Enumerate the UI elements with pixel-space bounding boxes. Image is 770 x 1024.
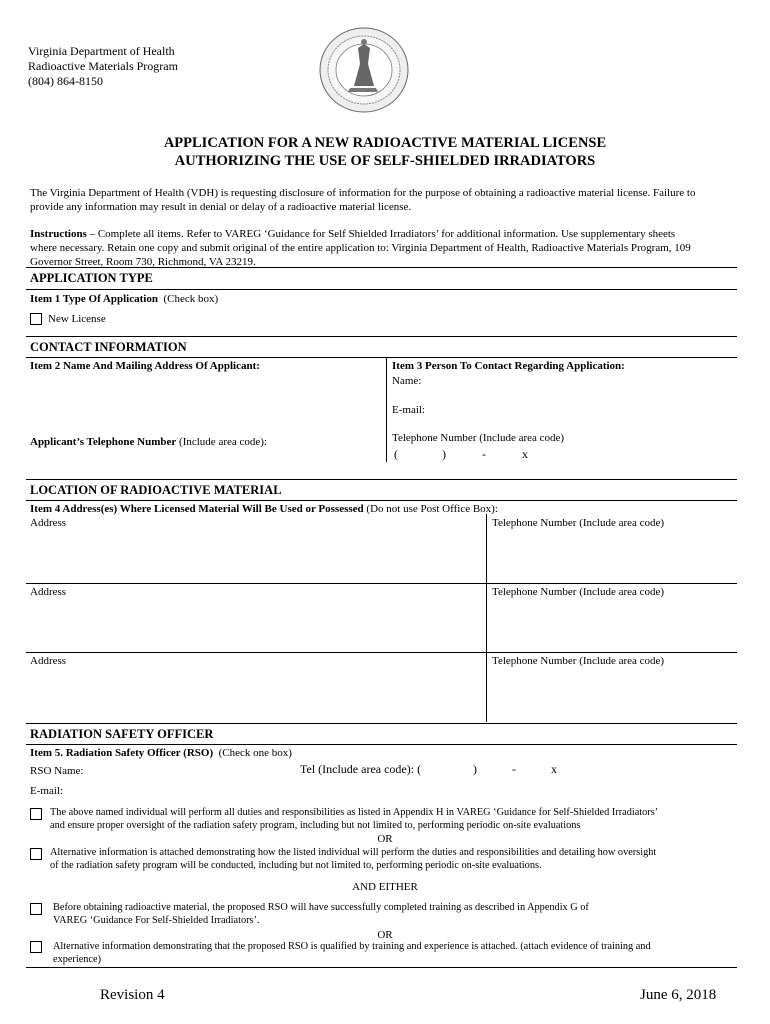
applicant-phone-field[interactable] — [280, 434, 380, 452]
rso-option-1-line: The above named individual will perform all duties and responsibilities as listed in Appendix H in VAREG ‘Guidance for Self-Shielded Irradiators’ — [50, 807, 659, 818]
telephone-label: Telephone Number (Include area code) — [492, 655, 665, 667]
rso-email-label: E-mail: — [30, 785, 63, 797]
rso-tel-field[interactable] — [432, 762, 732, 778]
rso-option-2-line: Alternative information is attached demonstrating how the listed individual will perform the duties and responsibilities and detailing how oversight — [50, 847, 657, 858]
address-label: Address — [30, 655, 67, 667]
address-label: Address — [30, 586, 67, 598]
rso-tel-label: Tel (Include area code): ( — [300, 762, 422, 776]
program-name: Radioactive Materials Program — [28, 59, 178, 73]
telephone-1-field[interactable] — [492, 532, 732, 580]
applicant-phone-note: (Include area code): — [179, 436, 267, 448]
rso-option-4-line: experience) — [53, 954, 102, 965]
section-rso: RADIATION SAFETY OFFICER — [30, 727, 214, 741]
divider — [26, 357, 737, 358]
telephone-label: Telephone Number (Include area code) — [492, 586, 665, 598]
divider — [26, 500, 737, 501]
rso-tel-dash: - — [512, 762, 516, 776]
divider — [26, 583, 737, 584]
section-location: LOCATION OF RADIOACTIVE MATERIAL — [30, 483, 282, 497]
or-separator-1: OR — [377, 833, 393, 845]
footer-revision: Revision 4 — [100, 987, 165, 1003]
contact-email-label: E-mail: — [392, 404, 425, 416]
virginia-seal-logo — [318, 26, 410, 114]
column-divider — [486, 514, 487, 722]
item-4-title: Item 4 Address(es) Where Licensed Material Will Be Used or Possessed — [30, 503, 364, 515]
rso-email-field[interactable] — [70, 783, 730, 799]
rso-option-2-checkbox[interactable] — [30, 848, 42, 860]
contact-phone-close-paren: ) — [442, 447, 446, 461]
rso-option-2-line: of the radiation safety program will be conducted, including but not limited to, performing periodic on-site evaluations. — [50, 860, 542, 871]
divider — [26, 289, 737, 290]
rso-option-1-checkbox[interactable] — [30, 808, 42, 820]
contact-name-label: Name: — [392, 375, 422, 387]
instructions-text: Governor Street, Room 730, Richmond, VA 23219. — [30, 256, 256, 268]
instructions-paragraph — [30, 227, 730, 269]
item-5-note: (Check one box) — [218, 747, 292, 759]
item-3-label: Item 3 Person To Contact Regarding Application: — [392, 360, 625, 372]
instructions-text: where necessary. Retain one copy and submit original of the entire application to: Virginia Department of Health, Radioactive Materials Program, 109 — [30, 242, 691, 254]
applicant-phone-label — [30, 436, 267, 448]
address-1-field[interactable] — [30, 532, 480, 580]
title-line-1: APPLICATION FOR A NEW RADIOACTIVE MATERIAL LICENSE — [163, 135, 607, 151]
divider — [26, 723, 737, 724]
item-1-note: (Check box) — [163, 293, 219, 305]
applicant-phone-title: Applicant’s Telephone Number — [30, 436, 177, 448]
rso-option-3-line: Before obtaining radioactive material, the proposed RSO will have successfully completed training as described in Appendix G of — [53, 902, 589, 913]
intro-paragraph — [30, 186, 730, 214]
divider — [26, 967, 737, 968]
contact-phone-field[interactable] — [400, 446, 730, 462]
contact-phone-dash: - — [482, 447, 486, 461]
item-5-title: Item 5. Radiation Safety Officer (RSO) — [30, 747, 214, 759]
title-line-2: AUTHORIZING THE USE OF SELF-SHIELDED IRRADIATORS — [174, 153, 596, 169]
rso-option-2-text — [50, 846, 740, 872]
program-phone: (804) 864-8150 — [28, 74, 103, 88]
rso-option-3-line: VAREG ‘Guidance For Self-Shielded Irradiators’. — [53, 915, 260, 926]
rso-option-1-text — [50, 806, 740, 832]
telephone-3-field[interactable] — [492, 670, 732, 718]
intro-line: provide any information may result in denial or delay of a radioactive material license. — [30, 201, 412, 213]
rso-option-3-text — [53, 901, 743, 927]
item-4-label — [30, 503, 498, 515]
telephone-label: Telephone Number (Include area code) — [492, 517, 665, 529]
item-1-title: Item 1 Type Of Application — [30, 293, 158, 305]
divider — [26, 336, 737, 337]
address-2-field[interactable] — [30, 601, 480, 649]
agency-name: Virginia Department of Health — [28, 44, 175, 58]
column-divider — [386, 357, 387, 462]
rso-tel-close-paren: ) — [473, 762, 477, 776]
contact-phone-open-paren: ( — [394, 447, 398, 461]
item-1-label — [30, 293, 218, 305]
agency-header — [28, 44, 178, 89]
intro-line: The Virginia Department of Health (VDH) is requesting disclosure of information for the purpose of obtaining a radioactive material license. Failure to — [30, 187, 696, 199]
address-3-field[interactable] — [30, 670, 480, 718]
and-either-label: AND EITHER — [352, 881, 418, 893]
contact-phone-label: Telephone Number (Include area code) — [392, 432, 565, 444]
telephone-2-field[interactable] — [492, 601, 732, 649]
rso-option-3-checkbox[interactable] — [30, 903, 42, 915]
rso-name-field[interactable] — [90, 762, 290, 778]
item-5-label — [30, 747, 292, 759]
divider — [26, 652, 737, 653]
new-license-checkbox[interactable] — [30, 313, 42, 325]
rso-option-4-line: Alternative information demonstrating that the proposed RSO is qualified by training and experience is attached. (attach evidence of training and — [53, 941, 651, 952]
divider — [26, 744, 737, 745]
contact-name-field[interactable] — [428, 373, 728, 389]
rso-option-4-text — [53, 940, 743, 966]
applicant-address-field[interactable] — [30, 376, 380, 431]
divider — [26, 479, 737, 480]
or-separator-2: OR — [377, 929, 393, 941]
rso-option-1-line: and ensure proper oversight of the radiation safety program, including but not limited to, performing periodic on-site evaluations — [50, 820, 581, 831]
form-title — [0, 134, 770, 170]
instructions-text: – Complete all items. Refer to VAREG ‘Guidance for Self Shielded Irradiators’ for additional information. Use supplementary sheets — [86, 228, 676, 240]
footer-date: June 6, 2018 — [640, 987, 717, 1003]
item-2-label: Item 2 Name And Mailing Address Of Applicant: — [30, 360, 260, 372]
contact-email-field[interactable] — [430, 402, 730, 418]
section-application-type: APPLICATION TYPE — [30, 271, 153, 285]
rso-option-4-checkbox[interactable] — [30, 941, 42, 953]
divider — [26, 267, 737, 268]
contact-phone-ext: x — [522, 447, 528, 461]
section-contact-information: CONTACT INFORMATION — [30, 340, 187, 354]
rso-tel-ext: x — [551, 762, 557, 776]
rso-name-label: RSO Name: — [30, 765, 84, 777]
new-license-label: New License — [48, 313, 106, 325]
item-4-note: (Do not use Post Office Box): — [366, 503, 498, 515]
address-label: Address — [30, 517, 67, 529]
instructions-label: Instructions — [30, 228, 87, 240]
